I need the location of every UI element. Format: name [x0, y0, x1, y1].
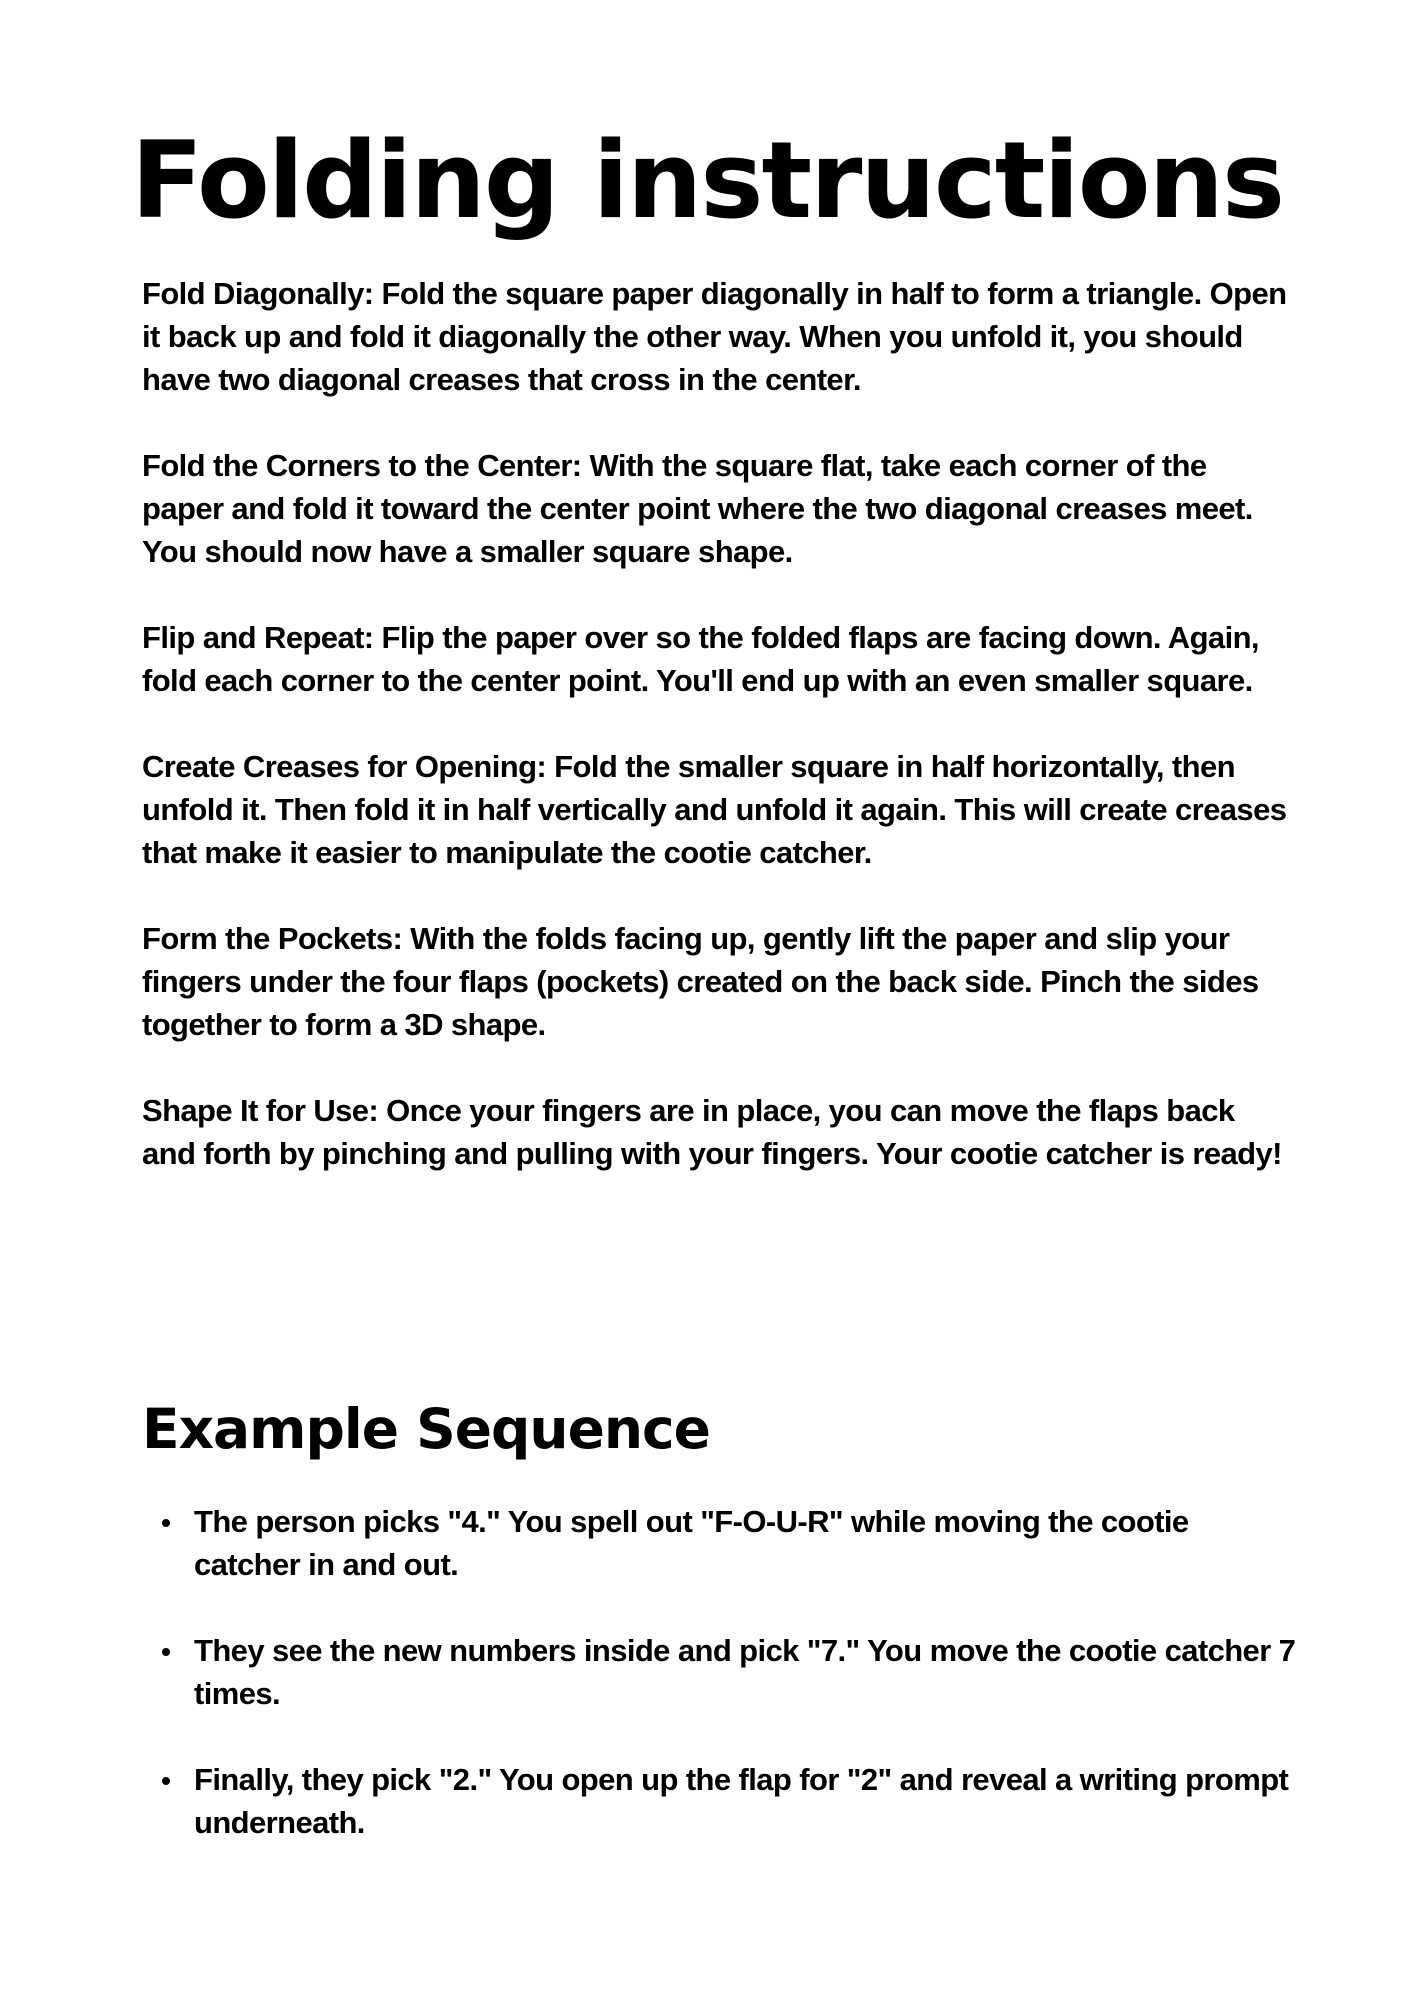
- step-fold-diagonally: Fold Diagonally: Fold the square paper diagonally in half to form a triangle. Open it back up and fold it diagonally the other way. When you unfold it, you should have two diagonal creases that cross in the center.: [142, 276, 1287, 397]
- list-item: [142, 1629, 1302, 1715]
- step-create-creases: Create Creases for Opening: Fold the smaller square in half horizontally, then unfold it. Then fold it in half vertically and unfold it again. This will create creases that make it easier to manipulate the cootie catcher.: [142, 749, 1287, 870]
- page-title: Folding instructions: [130, 119, 1284, 242]
- list-item-text: Finally, they pick "2." You open up the flap for "2" and reveal a writing prompt underneath.: [194, 1762, 1289, 1840]
- folding-steps: [142, 272, 1292, 1218]
- example-sequence-list: [142, 1500, 1302, 1887]
- bullet-icon: [162, 1519, 170, 1527]
- list-item: [142, 1500, 1302, 1586]
- step-form-pockets: Form the Pockets: With the folds facing up, gently lift the paper and slip your fingers under the four flaps (pockets) created on the back side. Pinch the sides together to form a 3D shape.: [142, 921, 1259, 1042]
- bullet-icon: [162, 1648, 170, 1656]
- list-item-text: They see the new numbers inside and pick "7." You move the cootie catcher 7 times.: [194, 1633, 1296, 1711]
- step-shape-for-use: Shape It for Use: Once your fingers are in place, you can move the flaps back and forth by pinching and pulling with your fingers. Your cootie catcher is ready!: [142, 1093, 1282, 1171]
- bullet-icon: [162, 1777, 170, 1785]
- step-flip-and-repeat: Flip and Repeat: Flip the paper over so the folded flaps are facing down. Again, fold each corner to the center point. You'll end up with an even smaller square.: [142, 620, 1259, 698]
- list-item: [142, 1758, 1302, 1844]
- step-fold-corners-to-center: Fold the Corners to the Center: With the square flat, take each corner of the paper and fold it toward the center point where the two diagonal creases meet. You should now have a smaller square shape.: [142, 448, 1253, 569]
- example-sequence-heading: Example Sequence: [142, 1397, 710, 1461]
- list-item-text: The person picks "4." You spell out "F-O-U-R" while moving the cootie catcher in and out.: [194, 1504, 1189, 1582]
